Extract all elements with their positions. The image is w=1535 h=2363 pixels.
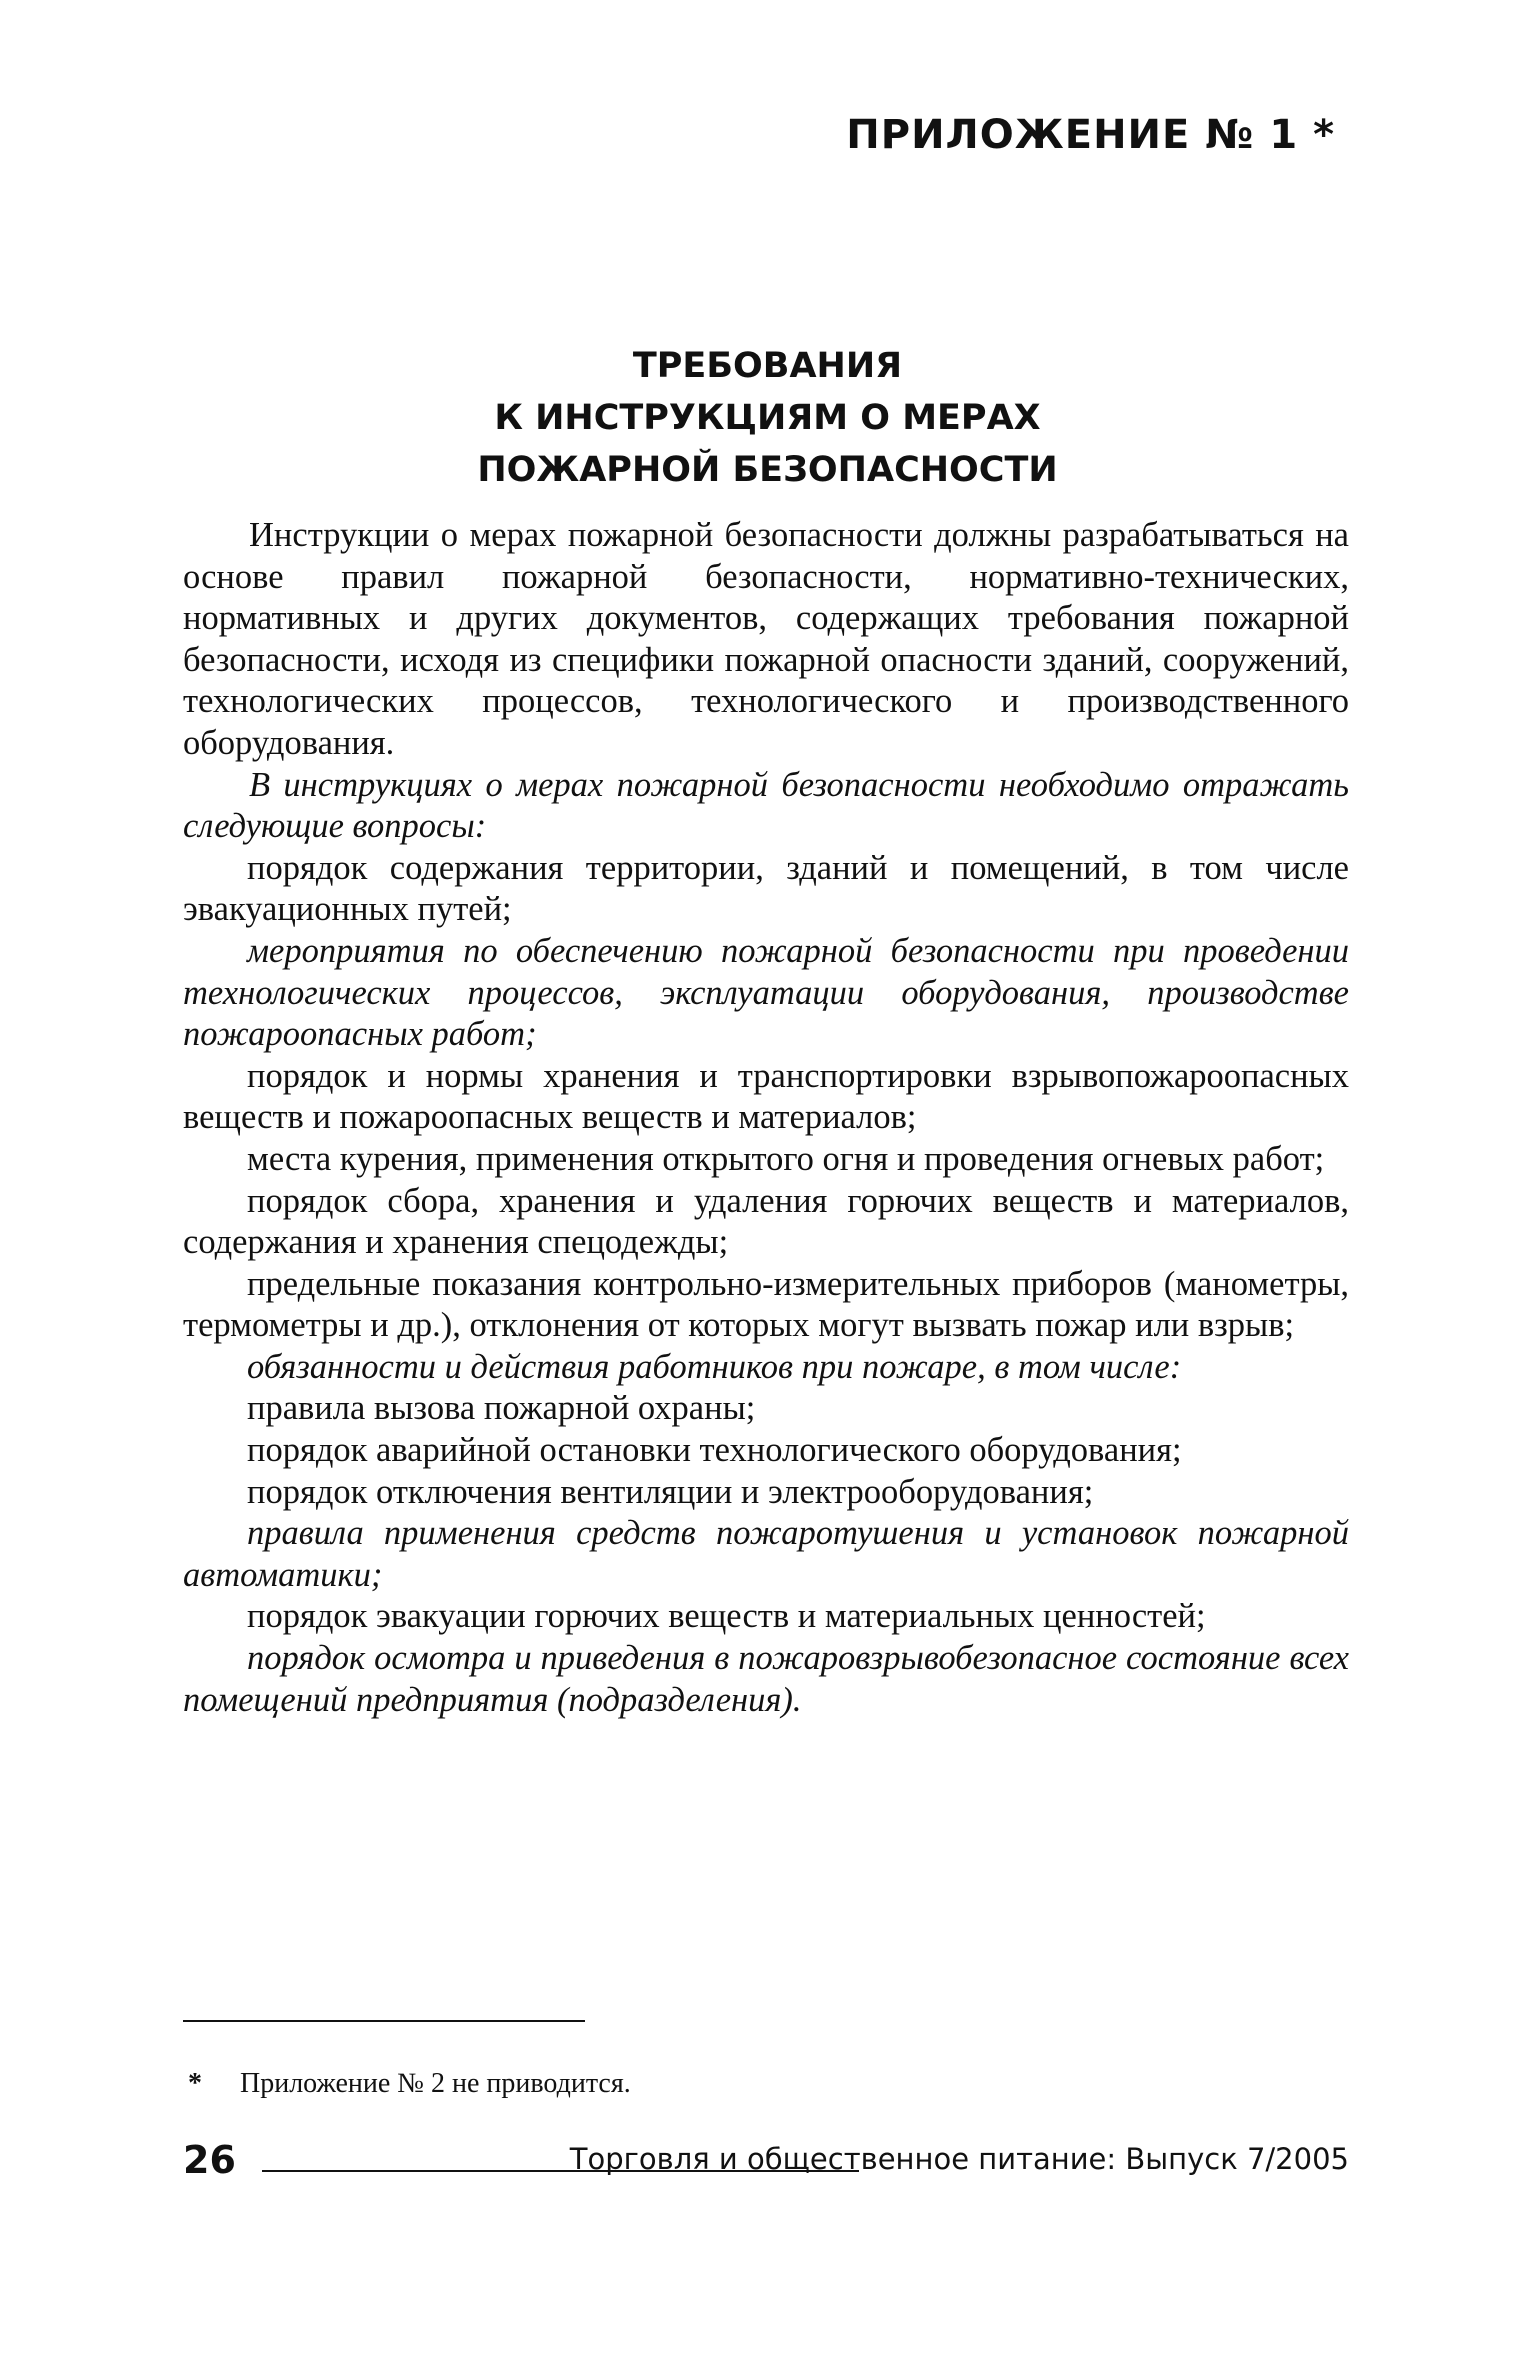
footnote-marker: * — [188, 2068, 202, 2099]
footnote-divider — [183, 2020, 585, 2022]
body-text — [183, 515, 1349, 1721]
list-item: места курения, применения открытого огня и проведения огневых работ; — [247, 1139, 1325, 1178]
list-item: порядок осмотра и приведения в пожаровзрывобезопасное состояние всех помещений предприятия (подразделения). — [183, 1639, 1349, 1719]
list-item: порядок аварийной остановки технологического оборудования; — [247, 1431, 1182, 1470]
list-item: порядок сбора, хранения и удаления горючих веществ и материалов, содержания и хранения спецодежды; — [183, 1181, 1349, 1262]
running-title: Торговля и общественное питание: Выпуск 7/2005 — [569, 2142, 1349, 2176]
document-title — [180, 340, 1355, 496]
page-number: 26 — [183, 2138, 236, 2182]
document-title-line: ТРЕБОВАНИЯ — [632, 346, 903, 386]
list-item: правила применения средств пожаротушения и установок пожарной автоматики; — [183, 1514, 1349, 1594]
list-item: порядок и нормы хранения и транспортировки взрывопожароопасных веществ и пожароопасных веществ и материалов; — [183, 1056, 1349, 1137]
list-item: порядок отключения вентиляции и электрооборудования; — [247, 1472, 1094, 1511]
list-item: обязанности и действия работников при пожаре, в том числе: — [247, 1347, 1182, 1386]
list-intro-paragraph: В инструкциях о мерах пожарной безопасности необходимо отражать следующие вопросы: — [183, 765, 1349, 846]
list-item: правила вызова пожарной охраны; — [247, 1389, 756, 1428]
list-item: мероприятия по обеспечению пожарной безопасности при проведении технологических процессов, эксплуатации оборудования, производстве пожароопасных работ; — [183, 931, 1349, 1054]
intro-paragraph: Инструкции о мерах пожарной безопасности должны разрабатываться на основе правил пожарной безопасности, нормативно-технических, нормативных и других документов, содержащих требования пожарной безопасности, исходя из специфики пожарной опасности зданий, сооружений, технологических процессов, технологического и производственного оборудования. — [183, 516, 1349, 762]
footnote-text: Приложение № 2 не приводится. — [240, 2068, 631, 2099]
footnote — [188, 2068, 631, 2100]
page-footer — [183, 2138, 1349, 2192]
list-item: предельные показания контрольно-измерительных приборов (манометры, термометры и др.), отклонения от которых могут вызвать пожар или взрыв; — [183, 1264, 1349, 1345]
document-title-line: К ИНСТРУКЦИЯМ О МЕРАХ — [494, 398, 1041, 438]
document-title-line: ПОЖАРНОЙ БЕЗОПАСНОСТИ — [477, 450, 1058, 490]
appendix-heading: ПРИЛОЖЕНИЕ № 1 * — [846, 112, 1335, 158]
list-item: порядок содержания территории, зданий и помещений, в том числе эвакуационных путей; — [183, 848, 1349, 929]
list-item: порядок эвакуации горючих веществ и материальных ценностей; — [247, 1597, 1206, 1636]
